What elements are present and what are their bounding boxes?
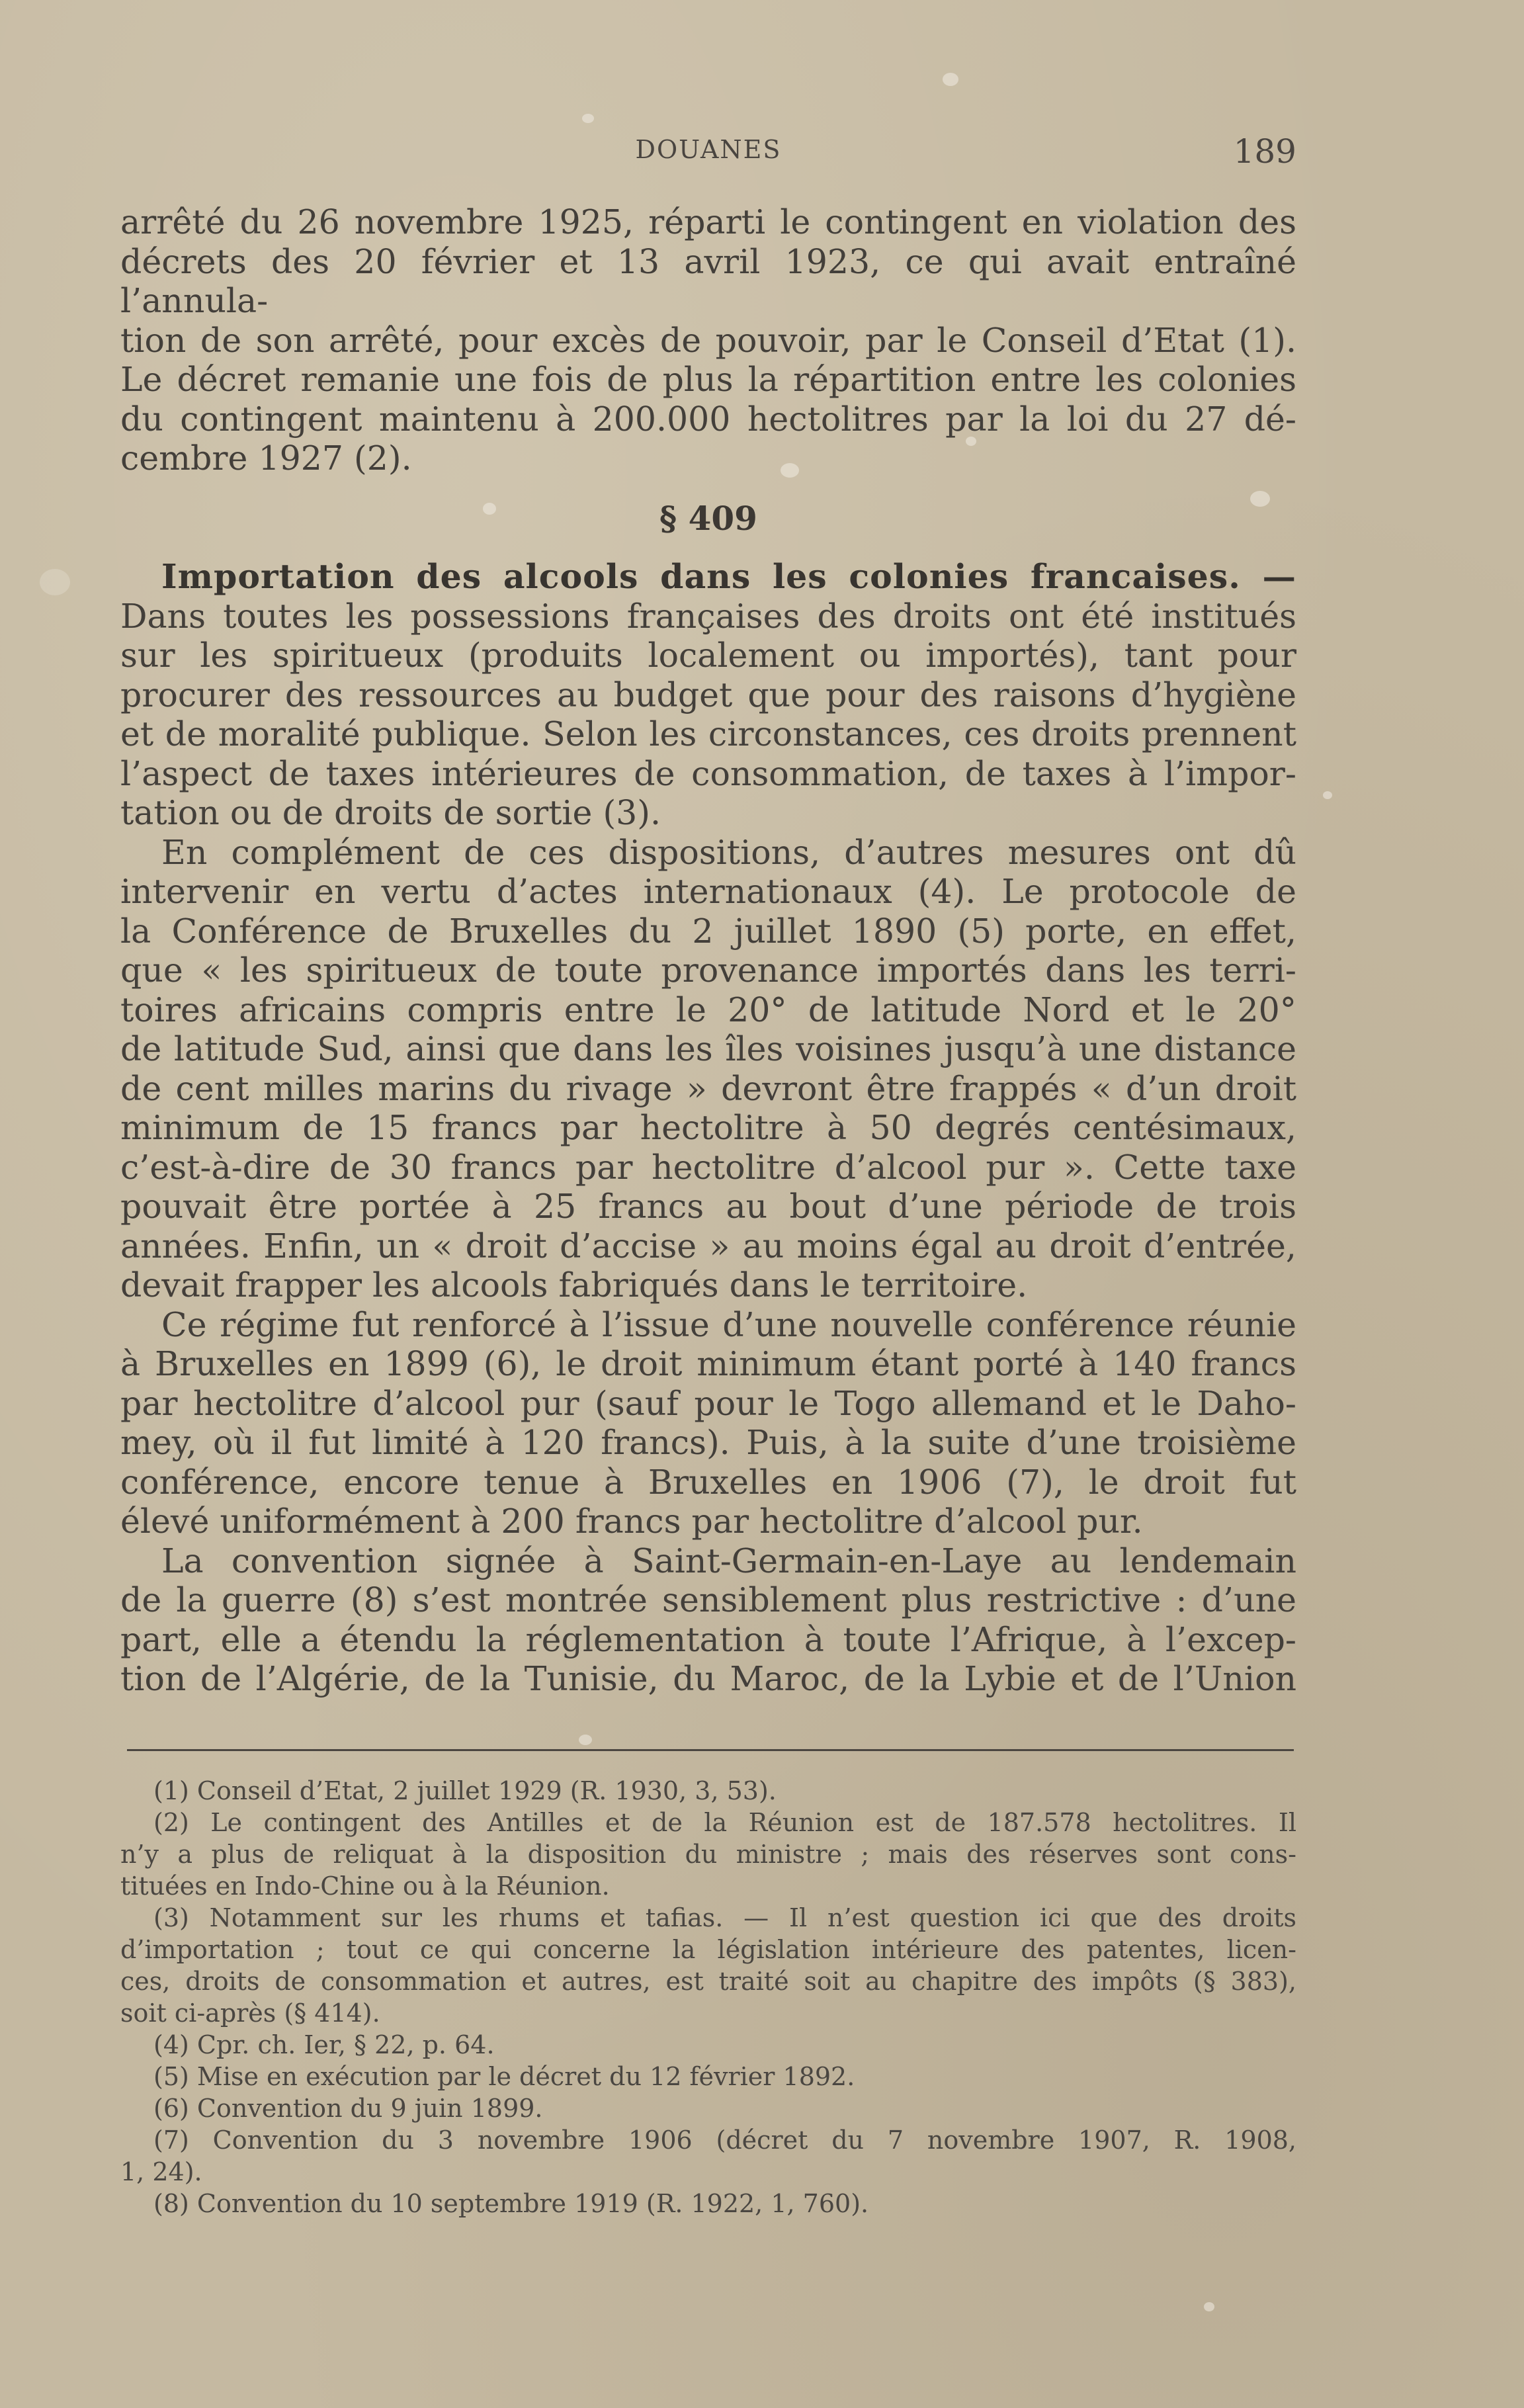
section-heading: § 409 xyxy=(659,498,757,538)
body-line: de cent milles marins du rivage » devront être frappés « d’un droit xyxy=(120,1068,1296,1108)
footnote-2-line: (2) Le contingent des Antilles et de la Réunion est de 187.578 hectolitres. Il xyxy=(153,1808,1296,1837)
footnote-4: (4) Cpr. ch. Ier, § 22, p. 64. xyxy=(153,2030,495,2059)
footnote-6: (6) Convention du 9 juin 1899. xyxy=(153,2094,543,2123)
footnote-3-line: ces, droits de consommation et autres, est traité soit au chapitre des impôts (§ 383), xyxy=(120,1967,1296,1996)
body-line: de latitude Sud, ainsi que dans les îles voisines jusqu’à une distance xyxy=(120,1029,1296,1068)
body-line: décrets des 20 février et 13 avril 1923, ce qui avait entraîné l’annula- xyxy=(120,241,1296,320)
body-line: du contingent maintenu à 200.000 hectolitres par la loi du 27 dé- xyxy=(120,399,1296,439)
body-line: tion de son arrêté, pour excès de pouvoir, par le Conseil d’Etat (1). xyxy=(120,320,1296,360)
footnote-2-line: tituées en Indo-Chine ou à la Réunion. xyxy=(120,1871,610,1901)
body-line: tion de l’Algérie, de la Tunisie, du Maroc, de la Lybie et de l’Union xyxy=(120,1659,1296,1698)
running-head-title: DOUANES xyxy=(635,135,782,164)
body-line: Le décret remanie une fois de plus la répartition entre les colonies xyxy=(120,360,1296,399)
footnote-2-line: n’y a plus de reliquat à la disposition du ministre ; mais des réserves sont cons- xyxy=(120,1840,1296,1869)
paper-speck xyxy=(40,569,70,595)
body-line: élevé uniformément à 200 francs par hectolitre d’alcool pur. xyxy=(120,1502,1143,1541)
paper-speck xyxy=(582,114,594,123)
body-line: la Conférence de Bruxelles du 2 juillet 1890 (5) porte, en effet, xyxy=(120,911,1296,951)
body-line: sur les spiritueux (produits localement ou importés), tant pour xyxy=(120,636,1296,675)
paragraph-run-in-title: Importation des alcools dans les colonies francaises. — xyxy=(161,557,1296,596)
body-line: tation ou de droits de sortie (3). xyxy=(120,793,661,832)
body-line: cembre 1927 (2). xyxy=(120,439,412,478)
paper-speck xyxy=(943,73,958,86)
body-line: La convention signée à Saint-Germain-en-Laye au lendemain xyxy=(161,1541,1296,1580)
body-line: par hectolitre d’alcool pur (sauf pour le Togo allemand et le Daho- xyxy=(120,1383,1296,1423)
footnote-5: (5) Mise en exécution par le décret du 12 février 1892. xyxy=(153,2062,855,2091)
page-number: 189 xyxy=(1233,132,1296,171)
footnotes xyxy=(120,1775,1296,2219)
body-line: conférence, encore tenue à Bruxelles en 1906 (7), le droit fut xyxy=(120,1462,1296,1502)
footnote-3-line: d’importation ; tout ce qui concerne la législation intérieure des patentes, licen- xyxy=(120,1935,1296,1964)
body-line: à Bruxelles en 1899 (6), le droit minimum étant porté à 140 francs xyxy=(120,1344,1296,1383)
footnote-3-line: (3) Notamment sur les rhums et tafias. — Il n’est question ici que des droits xyxy=(153,1903,1296,1932)
footnote-3-line: soit ci-après (§ 414). xyxy=(120,1999,380,2028)
footnote-1: (1) Conseil d’Etat, 2 juillet 1929 (R. 1930, 3, 53). xyxy=(153,1776,777,1805)
running-head xyxy=(120,132,1296,172)
body-line: toires africains compris entre le 20° de latitude Nord et le 20° xyxy=(120,990,1296,1029)
body-line: l’aspect de taxes intérieures de consommation, de taxes à l’impor- xyxy=(120,753,1296,793)
body-line: c’est-à-dire de 30 francs par hectolitre d’alcool pur ». Cette taxe xyxy=(120,1147,1296,1187)
paper-speck xyxy=(1323,791,1332,799)
footnote-rule xyxy=(127,1749,1294,1751)
body-text xyxy=(120,202,1296,1699)
body-line: que « les spiritueux de toute provenance importés dans les terri- xyxy=(120,951,1296,990)
body-line: années. Enfin, un « droit d’accise » au moins égal au droit d’entrée, xyxy=(120,1226,1296,1266)
footnote-8: (8) Convention du 10 septembre 1919 (R. 1922, 1, 760). xyxy=(153,2189,869,2218)
body-line: En complément de ces dispositions, d’autres mesures ont dû xyxy=(161,832,1296,872)
body-line: de la guerre (8) s’est montrée sensiblement plus restrictive : d’une xyxy=(120,1580,1296,1619)
body-line: et de moralité publique. Selon les circonstances, ces droits prennent xyxy=(120,714,1296,753)
paper-speck xyxy=(579,1735,592,1745)
body-line: intervenir en vertu d’actes internationaux (4). Le protocole de xyxy=(120,872,1296,911)
body-line: arrêté du 26 novembre 1925, réparti le contingent en violation des xyxy=(120,202,1296,241)
body-line: procurer des ressources au budget que pour des raisons d’hygiène xyxy=(120,675,1296,714)
body-line: minimum de 15 francs par hectolitre à 50 degrés centésimaux, xyxy=(120,1108,1296,1147)
footnote-7-line: 1, 24). xyxy=(120,2157,202,2186)
body-line: part, elle a étendu la réglementation à toute l’Afrique, à l’excep- xyxy=(120,1619,1296,1659)
body-line: Ce régime fut renforcé à l’issue d’une nouvelle conférence réunie xyxy=(161,1305,1296,1344)
body-line: Dans toutes les possessions françaises des droits ont été institués xyxy=(120,596,1296,636)
body-line: devait frapper les alcools fabriqués dans le territoire. xyxy=(120,1266,1028,1305)
body-line: pouvait être portée à 25 francs au bout d’une période de trois xyxy=(120,1187,1296,1226)
footnote-7-line: (7) Convention du 3 novembre 1906 (décret du 7 novembre 1907, R. 1908, xyxy=(153,2126,1296,2155)
paragraph-title-line xyxy=(120,557,1296,597)
body-line: mey, où il fut limité à 120 francs). Puis, à la suite d’une troisième xyxy=(120,1423,1296,1462)
paper-speck xyxy=(1204,2302,1214,2311)
